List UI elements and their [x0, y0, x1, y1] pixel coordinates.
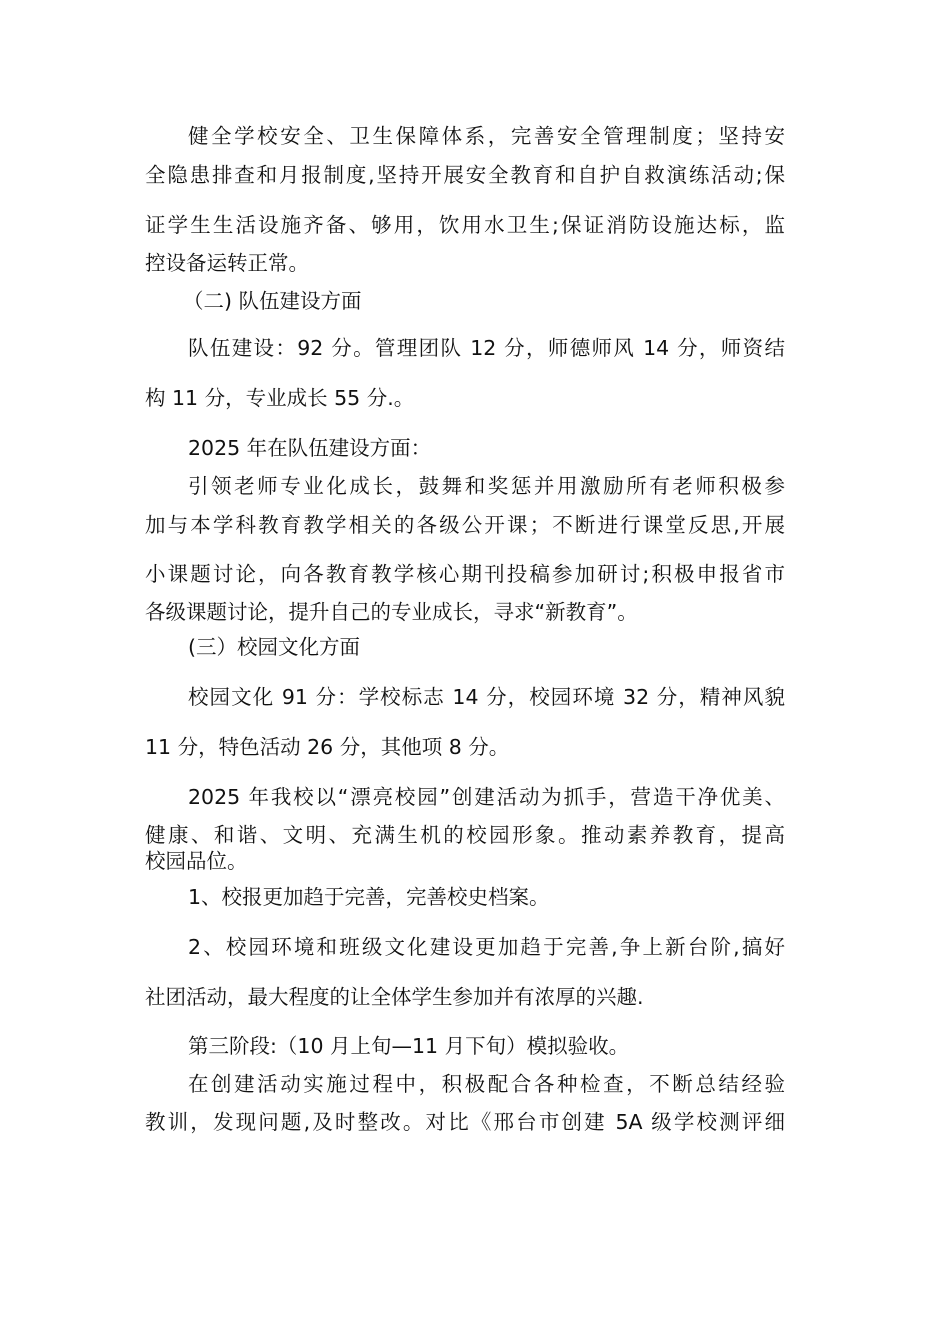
text-line: 构 11 分，专业成长 55 分.。 [145, 386, 415, 410]
text-line: 全隐患排查和月报制度,坚持开展安全教育和自护自救演练活动;保 [145, 163, 785, 187]
text-line: 2025 年在队伍建设方面： [188, 436, 432, 460]
text-line: 证学生生活设施齐备、够用，饮用水卫生;保证消防设施达标，监 [145, 213, 785, 237]
section-heading: 第三阶段:（10 月上旬—11 月下旬）模拟验收。 [188, 1034, 630, 1058]
text-line: 11 分，特色活动 26 分，其他项 8 分。 [145, 735, 510, 759]
text-line: 加与本学科教育教学相关的各级公开课；不断进行课堂反思,开展 [145, 513, 785, 537]
text-line: 健康、和谐、文明、充满生机的校园形象。推动素养教育，提高 [145, 823, 785, 847]
section-heading: (三）校园文化方面 [188, 635, 360, 659]
text-line: 教训，发现问题,及时整改。对比《邢台市创建 5A 级学校测评细 [145, 1110, 785, 1134]
text-line: 小课题讨论，向各教育教学核心期刊投稿参加研讨;积极申报省市 [145, 562, 785, 586]
text-line: 在创建活动实施过程中，积极配合各种检查，不断总结经验 [188, 1072, 785, 1096]
list-item: 1、校报更加趋于完善，完善校史档案。 [188, 885, 550, 909]
text-line: 2025 年我校以“漂亮校园”创建活动为抓手，营造干净优美、 [188, 785, 785, 809]
text-line: 引领老师专业化成长，鼓舞和奖惩并用激励所有老师积极参 [188, 474, 785, 498]
text-line: 健全学校安全、卫生保障体系，完善安全管理制度；坚持安 [188, 124, 785, 148]
text-line: 各级课题讨论，提升自己的专业成长，寻求“新教育”。 [145, 600, 638, 624]
list-item: 2、校园环境和班级文化建设更加趋于完善,争上新台阶,搞好 [188, 935, 785, 959]
section-heading: （二) 队伍建设方面 [183, 289, 362, 313]
text-line: 校园品位。 [145, 849, 248, 873]
text-line: 队伍建设：92 分。管理团队 12 分，师德师风 14 分，师资结 [188, 336, 785, 360]
text-line: 校园文化 91 分：学校标志 14 分，校园环境 32 分，精神风貌 [188, 685, 785, 709]
text-line: 控设备运转正常。 [145, 251, 309, 275]
text-line: 社团活动，最大程度的让全体学生参加并有浓厚的兴趣. [145, 985, 644, 1009]
